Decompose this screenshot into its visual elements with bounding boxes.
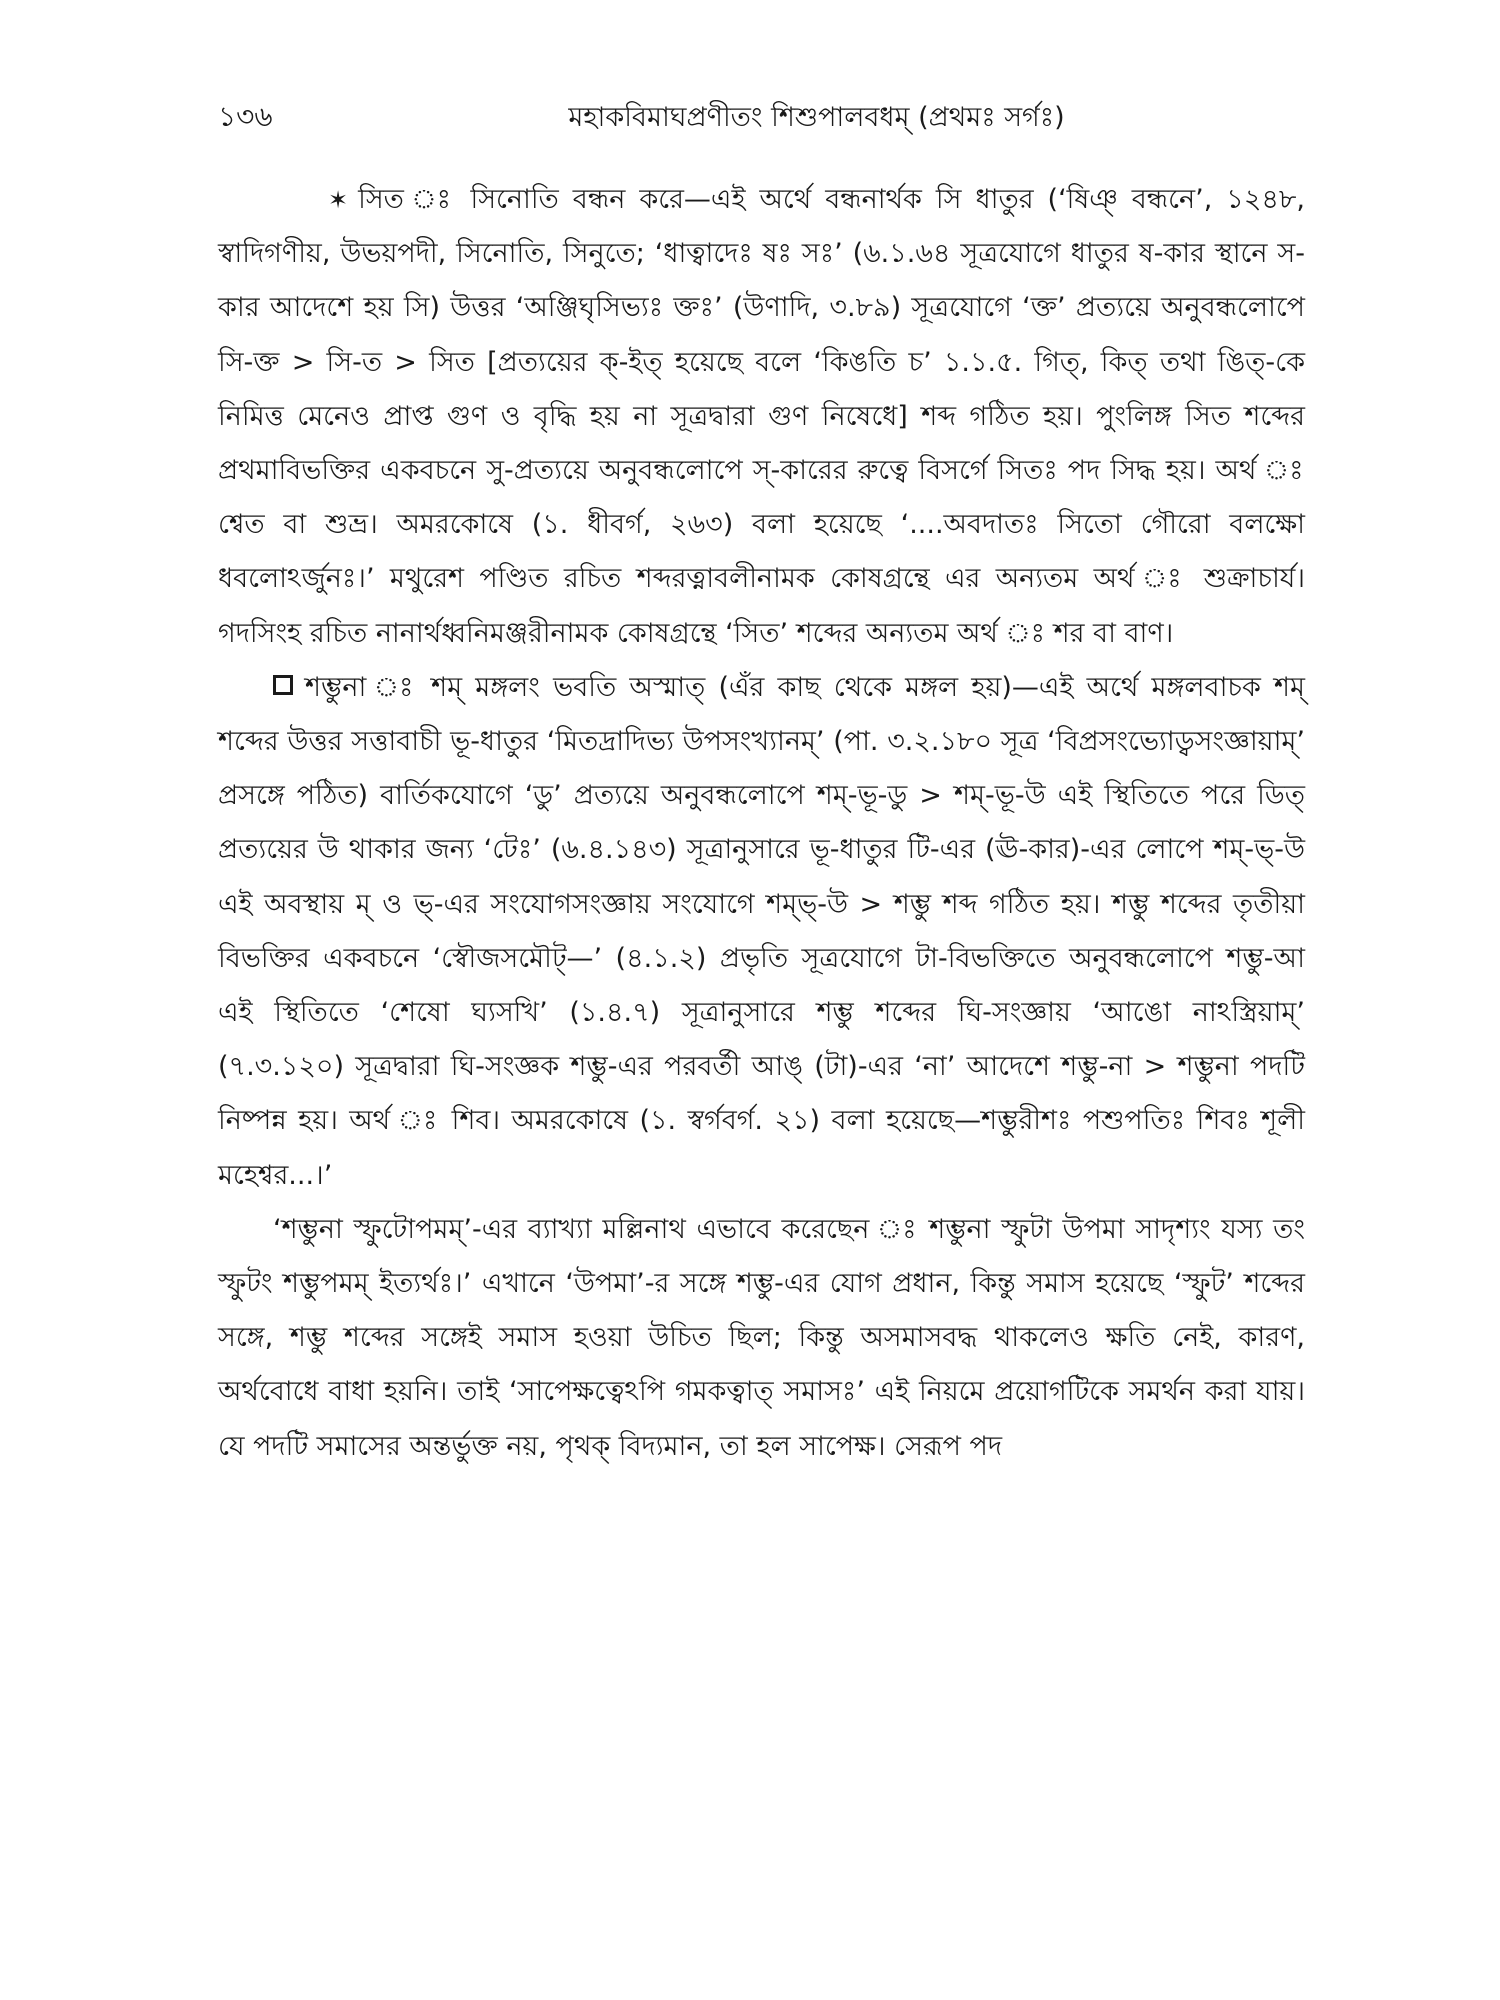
body-text (218, 173, 1305, 1474)
square-marker-icon (273, 675, 293, 695)
paragraph-shambhuna (218, 661, 1305, 1203)
paragraph-text: সিত ঃ সিনোতি বন্ধন করে—এই অর্থে বন্ধনার্থক সি ধাতুর (‘ষিঞ্ বন্ধনে’, ১২৪৮, স্বাদিগণীয়, উভয়পদী, সিনোতি, সিনুতে; ‘ধাত্বাদেঃ ষঃ সঃ’ (৬.১.৬৪ সূত্রযোগে ধাতুর ষ-কার স্থানে স-কার আদেশে হয় সি) উত্তর ‘অঞ্জিঘৃসিভ্যঃ ক্তঃ’ (উণাদি, ৩.৮৯) সূত্রযোগে ‘ক্ত’ প্রত্যয়ে অনুবন্ধলোপে সি-ক্ত > সি-ত > সিত [প্রত্যয়ের ক্-ইত্ হয়েছে বলে ‘কিঙতি চ’ ১.১.৫. গিত্, কিত্ তথা ঙিত্-কে নিমিত্ত মেনেও প্রাপ্ত গুণ ও বৃদ্ধি হয় না সূত্রদ্বারা গুণ নিষেধে] শব্দ গঠিত হয়। পুংলিঙ্গ সিত শব্দের প্রথমাবিভক্তির একবচনে সু-প্রত্যয়ে অনুবন্ধলোপে স্-কারের রুত্বে বিসর্গে সিতঃ পদ সিদ্ধ হয়। অর্থ ঃ শ্বেত বা শুভ্র। অমরকোষে (১. ধীবর্গ, ২৬৩) বলা হয়েছে ‘....অবদাতঃ সিতো গৌরো বলক্ষো ধবলোঽর্জুনঃ।’ মথুরেশ পণ্ডিত রচিত শব্দরত্নাবলীনামক কোষগ্রন্থে এর অন্যতম অর্থ ঃ শুক্রাচার্য। গদসিংহ রচিত নানার্থধ্বনিমঞ্জরীনামক কোষগ্রন্থে ‘সিত’ শব্দের অন্যতম অর্থ ঃ শর বা বাণ। (218, 184, 1305, 649)
page-number: ১৩৬ (218, 100, 273, 133)
page-header (218, 95, 1305, 155)
running-head: মহাকবিমাঘপ্রণীতং শিশুপালবধম্ (প্রথমঃ সর্গঃ) (568, 102, 1065, 133)
paragraph-commentary (218, 1203, 1305, 1474)
paragraph-sita (218, 173, 1305, 661)
paragraph-text: শম্ভুনা ঃ শম্ মঙ্গলং ভবতি অস্মাত্ (এঁর কাছ থেকে মঙ্গল হয়)—এই অর্থে মঙ্গলবাচক শম্ শব্দের উত্তর সত্তাবাচী ভূ-ধাতুর ‘মিতদ্রাদিভ্য উপসংখ্যানম্’ (পা. ৩.২.১৮০ সূত্র ‘বিপ্রসংভ্যোড্বসংজ্ঞায়াম্’ প্রসঙ্গে পঠিত) বার্তিকযোগে ‘ডু’ প্রত্যয়ে অনুবন্ধলোপে শম্-ভূ-ডু > শম্-ভূ-উ এই স্থিতিতে পরে ডিত্ প্রত্যয়ের উ থাকার জন্য ‘টেঃ’ (৬.৪.১৪৩) সূত্রানুসারে ভূ-ধাতুর টি-এর (ঊ-কার)-এর লোপে শম্-ভ্-উ এই অবস্থায় ম্ ও ভ্-এর সংযোগসংজ্ঞায় সংযোগে শম্ভ্-উ > শম্ভু শব্দ গঠিত হয়। শম্ভু শব্দের তৃতীয়া বিভক্তির একবচনে ‘স্বৌজসমৌট্—’ (৪.১.২) প্রভৃতি সূত্রযোগে টা-বিভক্তিতে অনুবন্ধলোপে শম্ভু-আ এই স্থিতিতে ‘শেষো ঘ্যসখি’ (১.৪.৭) সূত্রানুসারে শম্ভু শব্দের ঘি-সংজ্ঞায় ‘আঙো নাঽস্ত্রিয়াম্’ (৭.৩.১২০) সূত্রদ্বারা ঘি-সংজ্ঞক শম্ভু-এর পরবর্তী আঙ্ (টা)-এর ‘না’ আদেশে শম্ভু-না > শম্ভুনা পদটি নিষ্পন্ন হয়। অর্থ ঃ শিব। অমরকোষে (১. স্বর্গবর্গ. ২১) বলা হয়েছে—শম্ভুরীশঃ পশুপতিঃ শিবঃ শূলী মহেশ্বর...।’ (218, 671, 1305, 1191)
star-marker-icon: ✶ (328, 186, 349, 214)
paragraph-text: ‘শম্ভুনা স্ফুটোপমম্’-এর ব্যাখ্যা মল্লিনাথ এভাবে করেছেন ঃ শম্ভুনা স্ফুটা উপমা সাদৃশ্যং যস্য তং স্ফুটং শম্ভুপমম্ ইত্যর্থঃ।’ এখানে ‘উপমা’-র সঙ্গে শম্ভু-এর যোগ প্রধান, কিন্তু সমাস হয়েছে ‘স্ফুট’ শব্দের সঙ্গে, শম্ভু শব্দের সঙ্গেই সমাস হওয়া উচিত ছিল; কিন্তু অসমাসবদ্ধ থাকলেও ক্ষতি নেই, কারণ, অর্থবোধে বাধা হয়নি। তাই ‘সাপেক্ষত্বেঽপি গমকত্বাত্ সমাসঃ’ এই নিয়মে প্রয়োগটিকে সমর্থন করা যায়। যে পদটি সমাসের অন্তর্ভুক্ত নয়, পৃথক্ বিদ্যমান, তা হল সাপেক্ষ। সেরূপ পদ (218, 1213, 1305, 1462)
